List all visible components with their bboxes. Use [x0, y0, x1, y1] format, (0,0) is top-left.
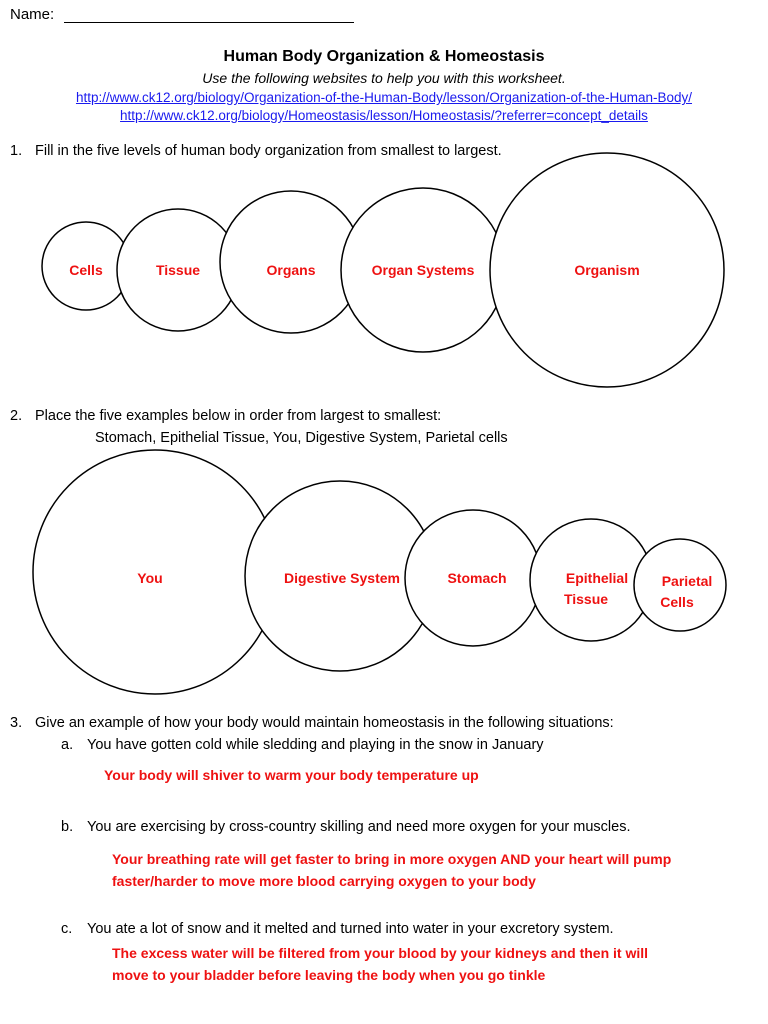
part-c-text: You ate a lot of snow and it melted and turned into water in your excretory system. — [87, 921, 614, 937]
worksheet-subtitle: Use the following websites to help you with this worksheet. — [202, 70, 566, 86]
q1-circle-group — [42, 153, 724, 387]
part-a-answer — [104, 764, 479, 786]
worksheet-title: Human Body Organization & Homeostasis — [223, 48, 545, 65]
question-3-text: Give an example of how your body would maintain homeostasis in the following situations: — [35, 715, 614, 731]
question-2-examples: Stomach, Epithelial Tissue, You, Digestive System, Parietal cells — [95, 430, 508, 446]
q1-label-tissue: Tissue — [155, 262, 201, 278]
q2-circle-group — [33, 450, 726, 694]
question-1-number: 1. — [10, 143, 23, 159]
part-c-letter: c. — [61, 921, 73, 937]
q2-label-stomach: Stomach — [447, 570, 507, 586]
question-3-number: 3. — [10, 715, 23, 731]
question-1-text: Fill in the five levels of human body organization from smallest to largest. — [35, 143, 502, 159]
part-c-answer — [112, 942, 648, 986]
part-b-answer — [112, 848, 671, 892]
q2-label-epithelial-line1: Epithelial — [565, 570, 629, 586]
name-label: Name: — [10, 6, 55, 23]
q1-label-organs: Organs — [266, 262, 316, 278]
organization-link[interactable]: http://www.ck12.org/biology/Organization-of-the-Human-Body/lesson/Organization-of-the-Human-Body/ — [75, 90, 693, 105]
question-2-text: Place the five examples below in order from largest to smallest: — [35, 408, 442, 424]
q1-label-organ-systems: Organ Systems — [371, 262, 475, 278]
q1-label-organism: Organism — [574, 262, 640, 278]
answer-line: Your breathing rate will get faster to bring in more oxygen AND your heart will pump — [112, 851, 672, 867]
answer-line: faster/harder to move more blood carrying oxygen to your body — [112, 873, 536, 889]
q2-label-parietal-line1: Parietal — [661, 573, 713, 589]
part-a-text: You have gotten cold while sledding and playing in the snow in January — [87, 737, 544, 753]
answer-line: The excess water will be filtered from your blood by your kidneys and then it will — [112, 945, 649, 961]
q2-label-parietal-line2: Cells — [660, 594, 694, 610]
question-2-number: 2. — [10, 408, 23, 424]
part-b-text: You are exercising by cross-country skilling and need more oxygen for your muscles. — [87, 819, 631, 835]
q2-label-epithelial-line2: Tissue — [563, 591, 609, 607]
q2-label-digestive-system: Digestive System — [284, 570, 400, 586]
homeostasis-link[interactable]: http://www.ck12.org/biology/Homeostasis/lesson/Homeostasis/?referrer=concept_details — [120, 108, 648, 123]
part-b-letter: b. — [61, 819, 74, 835]
q1-label-cells: Cells — [69, 262, 103, 278]
q2-label-you: You — [137, 570, 163, 586]
answer-line: Your body will shiver to warm your body temperature up — [104, 767, 479, 783]
part-a-letter: a. — [61, 737, 74, 753]
answer-line: move to your bladder before leaving the body when you go tinkle — [112, 967, 546, 983]
